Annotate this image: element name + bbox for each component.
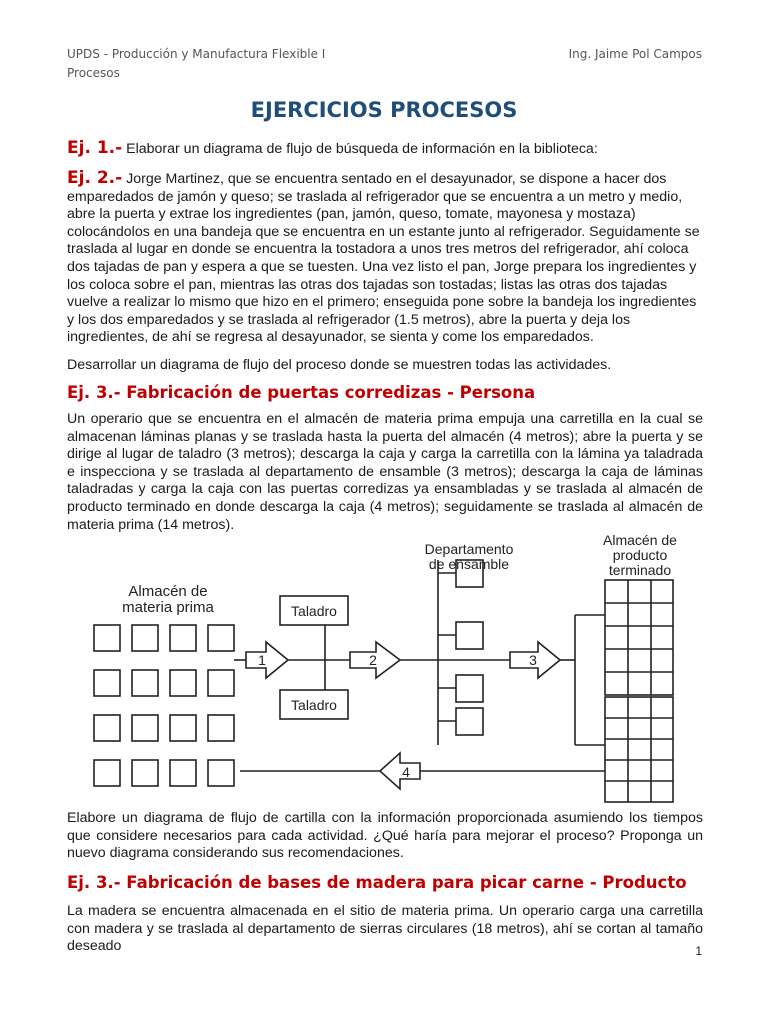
exercise-3b-heading: Ej. 3.- Fabricación de bases de madera para picar carne - Producto	[67, 873, 687, 892]
assembly-label-1: Departamento	[424, 541, 514, 557]
exercise-1-text: Elaborar un diagrama de flujo de búsqueda de información en la biblioteca:	[122, 141, 598, 157]
finished-label-3: terminado	[608, 562, 672, 578]
header-author: Ing. Jaime Pol Campos	[568, 47, 702, 61]
raw-store-label-2: materia prima	[122, 599, 214, 616]
exercise-3a-text: Un operario que se encuentra en el almacén de materia prima empuja una carretilla en la cual se almacenan láminas planas y se traslada hasta la puerta del almacén (4 metros); abre la puerta y se dirige al lugar de taladro (3 metros); descarga la caja y carga la carretilla con la lámina ya taladrada e inspecciona y se traslada al departamento de ensamble (3 metros); descarga la caja de láminas taladradas y carga la caja con las puertas corredizas ya ensambladas y se traslada al almacén de producto terminado en donde descarga la caja (4 metros); seguidamente se traslada al almacén de materia prima (14 metros).	[67, 411, 703, 533]
page-number: 1	[695, 944, 702, 958]
exercise-1-label: Ej. 1.-	[67, 138, 123, 158]
exercise-2-instruction: Desarrollar un diagrama de flujo del proceso donde se muestren todas las actividades.	[67, 357, 612, 373]
exercise-3a-instruction: Elabore un diagrama de flujo de cartilla con la información proporcionada asumiendo los tiempos que considere necesarios para cada actividad. ¿Qué haría para mejorar el proceso? Proponga un nuevo diagrama considerando sus recomendaciones.	[67, 810, 703, 862]
exercise-3a-heading: Ej. 3.- Fabricación de puertas corredizas - Persona	[67, 383, 536, 402]
exercise-3b-text: La madera se encuentra almacenada en el sitio de materia prima. Un operario carga una carretilla con madera y se traslada al departamento de sierras circulares (18 metros), ahí se cortan al tamaño deseado	[67, 903, 703, 955]
header-topic: Procesos	[67, 66, 120, 80]
exercise-2-text: Jorge Martinez, que se encuentra sentado en el desayunador, se dispone a hacer dos emparedados de jamón y queso; se traslada al refrigerador que se encuentra a un metro y medio, abre la puerta y extrae los ingredientes (pan, jamón, queso, tomate, mayonesa y mostaza) colocándolos en una bandeja que se encuentra en un estante junto al refrigerador. Seguidamente se traslada al lugar en donde se encuentra la tostadora a unos tres metros del refrigerador, ahí coloca dos tajadas de pan y espera a que se tuesten. Una vez listo el pan, Jorge prepara los ingredientes y los coloca sobre el pan, mientras las otras dos tajadas son tostadas; listas las otras dos tajadas vuelve a realizar lo mismo que hizo en el primero; enseguida pone sobre la bandeja los ingredientes y los dos emparedados y se traslada al refrigerador (1.5 metros), abre la puerta y deja los ingredientes, de ahí se regresa al desayunador, se sienta y come los emparedados.	[67, 171, 700, 346]
drill-top-label: Taladro	[291, 603, 337, 619]
exercise-2-label: Ej. 2.-	[67, 168, 123, 188]
arrow-4-label: 4	[402, 764, 410, 780]
process-layout-diagram	[80, 530, 700, 805]
arrow-3-label: 3	[529, 652, 537, 668]
exercise-1	[67, 140, 703, 159]
assembly-label-2: de ensamble	[428, 556, 510, 572]
drill-bottom-label: Taladro	[291, 697, 337, 713]
exercise-2	[67, 170, 703, 347]
page-title: EJERCICIOS PROCESOS	[250, 98, 518, 122]
arrow-1-label: 1	[258, 652, 266, 668]
finished-label-1: Almacén de	[603, 532, 677, 548]
raw-store-label-1: Almacén de	[128, 583, 208, 600]
finished-label-2: producto	[612, 547, 668, 563]
arrow-2-label: 2	[369, 652, 377, 668]
header-course: UPDS - Producción y Manufactura Flexible I	[67, 47, 326, 61]
